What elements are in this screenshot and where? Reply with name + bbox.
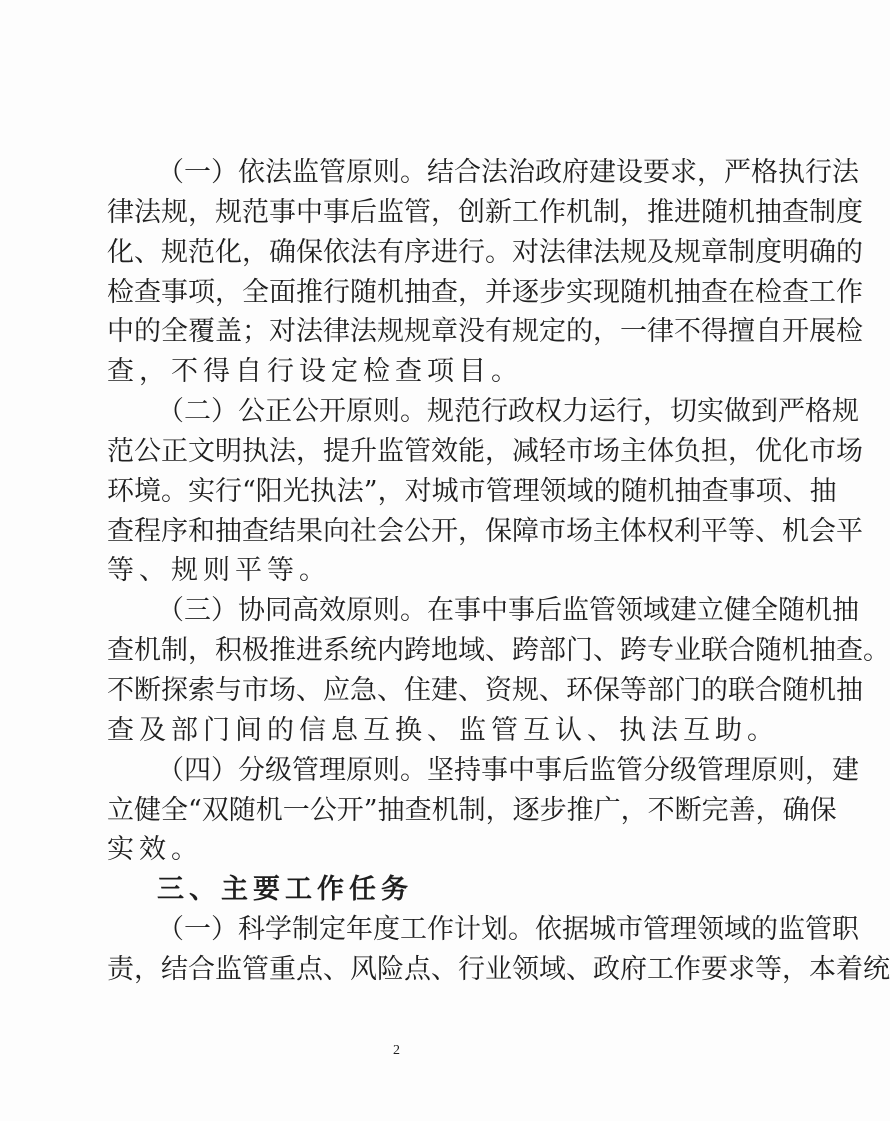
text-line: 实效。 [107,834,203,866]
paragraph [107,591,890,750]
text-line: 环境。实行“阳光执法”，对城市管理领域的随机抽查事项、抽 [107,475,837,507]
text-line: 化、规范化，确保依法有序进行。对法律法规及规章制度明确的 [107,236,863,268]
text-line: 查程序和抽查结果向社会公开，保障市场主体权利平等、机会平 [107,515,863,547]
text-line: 立健全“双随机一公开”抽查机制，逐步推广，不断完善，确保 [107,794,837,826]
text-line: （一）依法监管原则。结合法治政府建设要求，严格执行法 [157,157,859,188]
text-line: 三、主要工作任务 [157,874,413,906]
text-line: （四）分级管理原则。坚持事中事后监管分级管理原则，建 [157,754,859,786]
text-line: （三）协同高效原则。在事中事后监管领域建立健全随机抽 [157,595,859,627]
text-line: 查及部门间的信息互换、监管互认、执法互助。 [107,714,779,746]
paragraph [107,392,863,591]
page-number: 2 [393,1043,400,1058]
text-line: 律法规，规范事中事后监管，创新工作机制，推进随机抽查制度 [107,196,863,228]
section-heading [107,870,707,910]
text-line: 查机制，积极推进系统内跨地域、跨部门、跨专业联合随机抽查。 [107,635,890,667]
paragraph [107,153,863,392]
text-line: 查，不得自行设定检查项目。 [107,356,523,388]
paragraph [107,751,859,871]
text-line: 等、规则平等。 [107,555,331,587]
text-line: 范公正文明执法，提升监管效能，减轻市场主体负担，优化市场 [107,435,863,467]
text-line: 不断探索与市场、应急、住建、资规、环保等部门的联合随机抽 [107,674,863,706]
document-body [107,153,890,990]
text-line: 检查事项，全面推行随机抽查，并逐步实现随机抽查在检查工作 [107,276,863,308]
text-line: （一）科学制定年度工作计划。依据城市管理领域的监管职 [157,914,859,946]
text-line: （二）公正公开原则。规范行政权力运行，切实做到严格规 [157,396,859,428]
paragraph [107,910,890,990]
text-line: 责，结合监管重点、风险点、行业领域、政府工作要求等，本着统 [107,953,890,985]
text-line: 中的全覆盖；对法律法规规章没有规定的，一律不得擅自开展检 [107,316,863,348]
